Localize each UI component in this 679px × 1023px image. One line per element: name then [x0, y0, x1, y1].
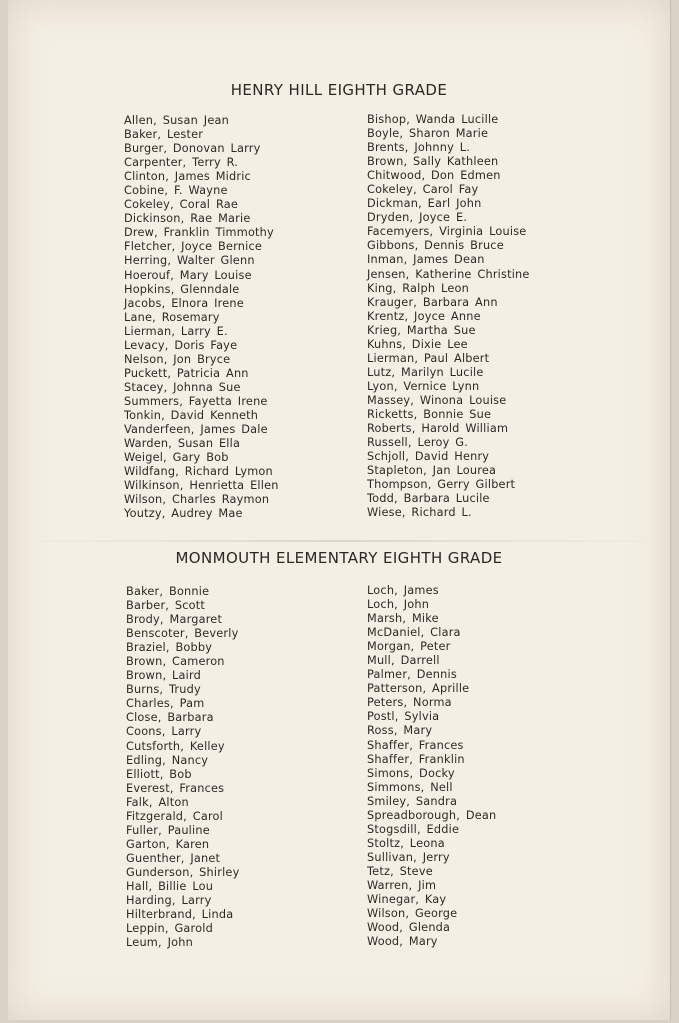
student-name: Lyon, Vernice Lynn	[367, 379, 480, 393]
student-name: Coons, Larry	[126, 725, 202, 739]
student-name: Russell, Leroy G.	[367, 436, 469, 450]
monmouth-left-column	[126, 585, 239, 950]
student-name: Wilson, Charles Raymon	[124, 493, 270, 507]
student-name: Nelson, Jon Bryce	[124, 352, 231, 366]
student-name: Cokeley, Coral Rae	[124, 198, 239, 212]
student-name: Hall, Billie Lou	[126, 879, 214, 893]
student-name: Lutz, Marilyn Lucile	[367, 365, 484, 379]
student-name: Vanderfeen, James Dale	[124, 423, 268, 437]
student-name: Massey, Winona Louise	[367, 393, 507, 407]
student-name: Summers, Fayetta Irene	[124, 394, 268, 408]
student-name: Dryden, Joyce E.	[367, 211, 468, 225]
student-name: Baker, Lester	[124, 128, 204, 142]
student-name: Ross, Mary	[367, 724, 433, 738]
student-name: Brents, Johnny L.	[367, 141, 471, 155]
student-name: Wood, Glenda	[367, 921, 451, 935]
student-name: Stapleton, Jan Lourea	[367, 464, 497, 478]
student-name: Lane, Rosemary	[124, 310, 220, 324]
student-name: Cobine, F. Wayne	[124, 184, 228, 198]
student-name: Brown, Sally Kathleen	[367, 155, 499, 169]
student-name: Loch, John	[367, 598, 430, 612]
student-name: Leum, John	[126, 936, 193, 950]
student-name: Drew, Franklin Timmothy	[124, 226, 274, 240]
student-name: Shaffer, Frances	[367, 738, 464, 752]
student-name: Allen, Susan Jean	[124, 114, 229, 127]
student-name: Palmer, Dennis	[367, 668, 457, 682]
student-name: Benscoter, Beverly	[126, 627, 239, 641]
student-name: Guenther, Janet	[126, 851, 221, 865]
student-name: Facemyers, Virginia Louise	[367, 225, 527, 239]
student-name: Tetz, Steve	[367, 864, 433, 878]
student-name: Carpenter, Terry R.	[124, 156, 239, 170]
student-name: Peters, Norma	[367, 696, 452, 710]
student-name: Wilson, George	[367, 907, 458, 921]
henry-hill-right-column	[367, 113, 530, 520]
student-name: Clinton, James Midric	[124, 170, 251, 184]
student-name: Fletcher, Joyce Bernice	[124, 240, 263, 254]
student-name: Wildfang, Richard Lymon	[124, 465, 273, 479]
student-name: Gunderson, Shirley	[126, 865, 240, 879]
student-name: Mull, Darrell	[367, 654, 440, 668]
student-name: Everest, Frances	[126, 781, 225, 795]
student-name: Leppin, Garold	[126, 922, 213, 936]
student-name: Levacy, Doris Faye	[124, 338, 238, 352]
student-name: Lierman, Larry E.	[124, 324, 228, 338]
student-name: Winegar, Kay	[367, 893, 447, 907]
student-name: Inman, James Dean	[367, 253, 485, 267]
student-name: Schjoll, David Henry	[367, 450, 490, 464]
student-name: Spreadborough, Dean	[367, 808, 497, 822]
student-name: Herring, Walter Glenn	[124, 254, 255, 268]
student-name: Falk, Alton	[126, 795, 189, 809]
student-name: Hilterbrand, Linda	[126, 908, 234, 922]
student-name: Charles, Pam	[126, 697, 205, 711]
student-name: Harding, Larry	[126, 894, 212, 908]
student-name: Morgan, Peter	[367, 640, 451, 654]
student-name: Burns, Trudy	[126, 683, 201, 697]
student-name: Warren, Jim	[367, 878, 437, 892]
student-name: Krieg, Martha Sue	[367, 323, 476, 337]
student-name: Wiese, Richard L.	[367, 506, 472, 520]
student-name: Fitzgerald, Carol	[126, 809, 224, 823]
student-name: Shaffer, Franklin	[367, 752, 465, 766]
student-name: Boyle, Sharon Marie	[367, 127, 489, 141]
student-name: Lierman, Paul Albert	[367, 351, 490, 365]
student-name: Bishop, Wanda Lucille	[367, 113, 499, 126]
student-name: Wilkinson, Henrietta Ellen	[124, 479, 279, 493]
student-name: Todd, Barbara Lucile	[367, 492, 490, 506]
student-name: Roberts, Harold William	[367, 422, 509, 436]
student-name: Loch, James	[367, 584, 439, 597]
student-name: Hoerouf, Mary Louise	[124, 268, 252, 282]
student-name: Jensen, Katherine Christine	[367, 267, 530, 281]
student-name: Jacobs, Elnora Irene	[124, 296, 244, 310]
henry-hill-left-column	[124, 114, 279, 521]
student-name: Stacey, Johnna Sue	[124, 380, 241, 394]
student-name: Garton, Karen	[126, 837, 210, 851]
student-name: Thompson, Gerry Gilbert	[367, 478, 516, 492]
student-name: Barber, Scott	[126, 599, 206, 613]
student-name: King, Ralph Leon	[367, 281, 469, 295]
student-name: Dickinson, Rae Marie	[124, 212, 251, 226]
student-name: Krentz, Joyce Anne	[367, 309, 481, 323]
student-name: Puckett, Patricia Ann	[124, 366, 249, 380]
monmouth-heading: MONMOUTH ELEMENTARY EIGHTH GRADE	[175, 549, 503, 567]
student-name: Postl, Sylvia	[367, 710, 440, 724]
student-name: McDaniel, Clara	[367, 626, 461, 640]
student-name: Edling, Nancy	[126, 753, 209, 767]
student-name: Cokeley, Carol Fay	[367, 183, 479, 197]
student-name: Kuhns, Dixie Lee	[367, 337, 468, 351]
student-name: Patterson, Aprille	[367, 682, 470, 696]
student-name: Brody, Margaret	[126, 613, 223, 627]
student-name: Sullivan, Jerry	[367, 850, 450, 864]
student-name: Brown, Laird	[126, 669, 202, 683]
student-name: Simmons, Nell	[367, 780, 453, 794]
student-name: Chitwood, Don Edmen	[367, 169, 501, 183]
student-name: Ricketts, Bonnie Sue	[367, 407, 492, 421]
student-name: Marsh, Mike	[367, 612, 439, 626]
student-name: Brown, Cameron	[126, 655, 225, 669]
student-name: Stogsdill, Eddie	[367, 822, 460, 836]
monmouth-right-column	[367, 584, 496, 949]
student-name: Tonkin, David Kenneth	[124, 408, 259, 422]
program-page	[8, 0, 671, 1020]
student-name: Simons, Docky	[367, 766, 455, 780]
student-name: Fuller, Pauline	[126, 823, 210, 837]
page-fold-line	[8, 540, 670, 542]
student-name: Smiley, Sandra	[367, 794, 458, 808]
student-name: Close, Barbara	[126, 711, 214, 725]
student-name: Gibbons, Dennis Bruce	[367, 239, 504, 253]
student-name: Cutsforth, Kelley	[126, 739, 225, 753]
student-name: Youtzy, Audrey Mae	[124, 507, 243, 521]
student-name: Burger, Donovan Larry	[124, 142, 261, 156]
henry-hill-heading: HENRY HILL EIGHTH GRADE	[230, 81, 448, 99]
student-name: Dickman, Earl John	[367, 197, 482, 211]
student-name: Krauger, Barbara Ann	[367, 295, 498, 309]
student-name: Elliott, Bob	[126, 767, 192, 781]
student-name: Stoltz, Leona	[367, 836, 445, 850]
student-name: Warden, Susan Ella	[124, 437, 241, 451]
student-name: Baker, Bonnie	[126, 585, 210, 598]
student-name: Weigel, Gary Bob	[124, 451, 229, 465]
student-name: Braziel, Bobby	[126, 641, 213, 655]
student-name: Wood, Mary	[367, 935, 438, 949]
student-name: Hopkins, Glenndale	[124, 282, 240, 296]
